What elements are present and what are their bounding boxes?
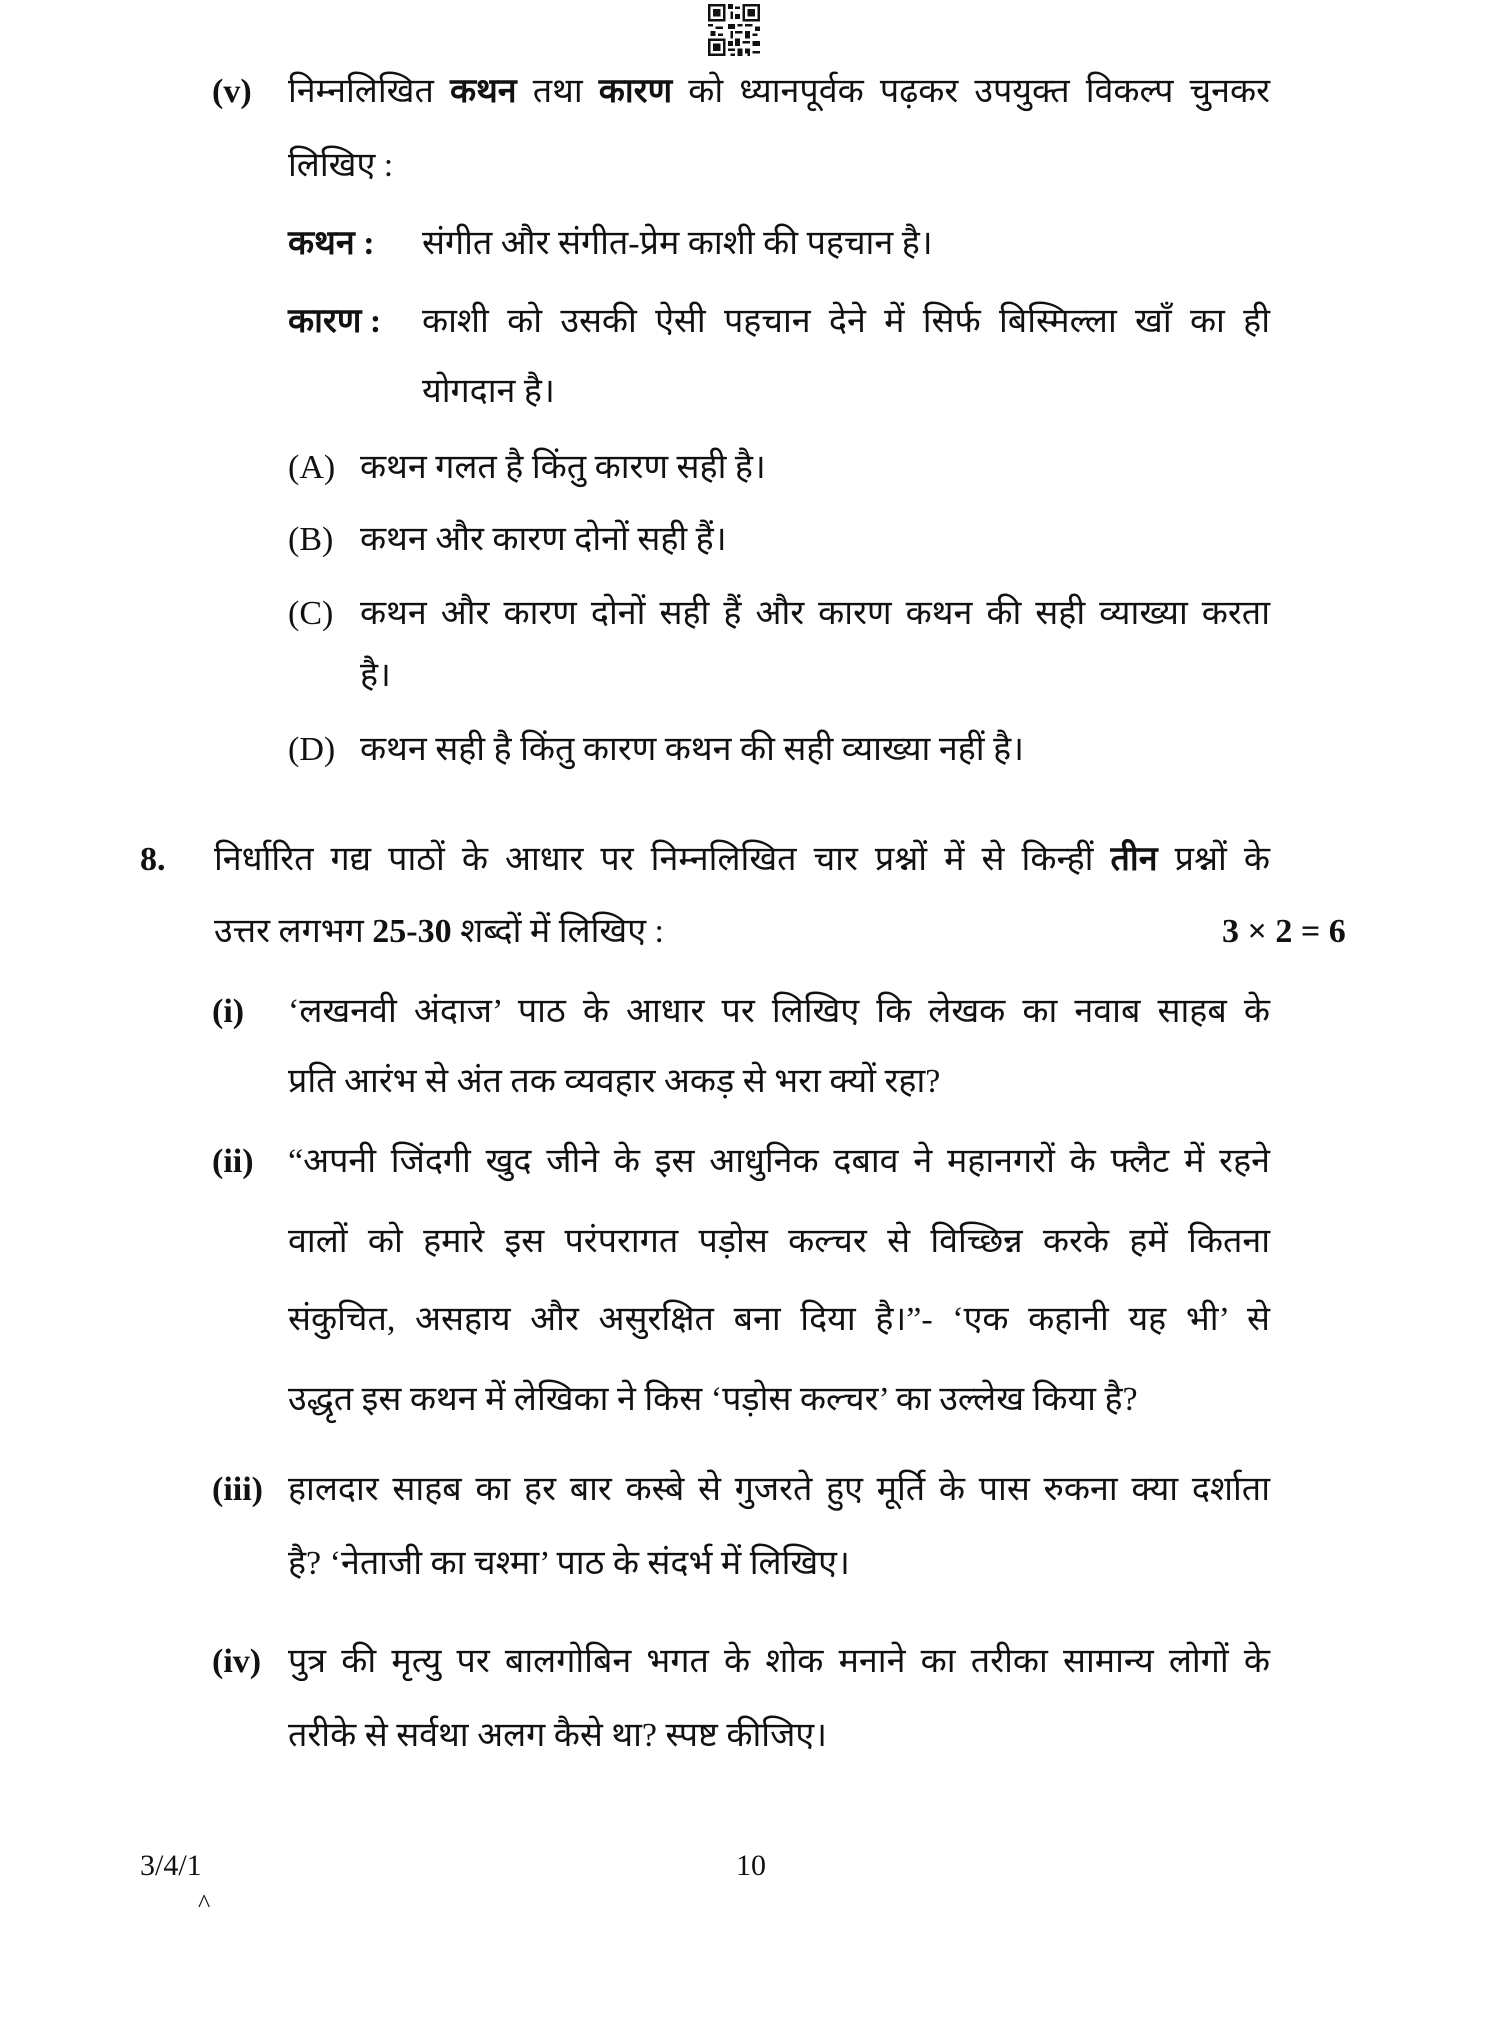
reason-text-line-1: काशी को उसकी ऐसी पहचान देने में सिर्फ बिस्मिल्ला खाँ का ही: [422, 303, 1270, 340]
subquestion-text-line: प्रति आरंभ से अंत तक व्यवहार अकड़ से भरा क्यों रहा?: [288, 1063, 941, 1100]
word-range: 25-30: [372, 913, 452, 950]
assertion-text: संगीत और संगीत-प्रेम काशी की पहचान है।: [422, 225, 933, 262]
subquestion-text-line: है? ‘नेताजी का चश्मा’ पाठ के संदर्भ में लिखिए।: [288, 1545, 850, 1582]
paper-code: 3/4/1: [140, 1849, 202, 1882]
option-text: कथन गलत है किंतु कारण सही है।: [360, 449, 766, 486]
subquestion-text-line: उद्धृत इस कथन में लेखिका ने किस ‘पड़ोस कल्चर’ का उल्लेख किया है?: [288, 1381, 1138, 1418]
subquestion-text-line: हालदार साहब का हर बार कस्बे से गुजरते हुए मूर्ति के पास रुकना क्या दर्शाता: [288, 1471, 1270, 1508]
reason-text-line-2: योगदान है।: [422, 373, 555, 410]
subquestion-label: (i): [212, 993, 245, 1030]
assertion-label: कथन :: [288, 225, 375, 262]
question-8-line-2: उत्तर लगभग 25-30 शब्दों में लिखिए :: [214, 913, 664, 950]
question-number: 8.: [140, 841, 166, 878]
marks-allocation: 3 × 2 = 6: [1222, 913, 1346, 950]
question-8-line-1: निर्धारित गद्य पाठों के आधार पर निम्नलिखित चार प्रश्नों में से किन्हीं तीन प्रश्नों के: [214, 841, 1270, 878]
subquestion-text-line: “अपनी जिंदगी खुद जीने के इस आधुनिक दबाव ने महानगरों के फ्लैट में रहने: [288, 1143, 1270, 1180]
subquestion-number: (v): [212, 73, 252, 110]
subquestion-text-line: पुत्र की मृत्यु पर बालगोबिन भगत के शोक मनाने का तरीका सामान्य लोगों के: [288, 1643, 1270, 1680]
option-label: (A): [288, 449, 336, 486]
option-label: (D): [288, 731, 336, 768]
subquestion-label: (iv): [212, 1643, 262, 1680]
subquestion-label: (iii): [212, 1471, 263, 1508]
subquestion-text-line: तरीके से सर्वथा अलग कैसे था? स्पष्ट कीजिए।: [288, 1717, 828, 1754]
reason-label: कारण :: [288, 303, 382, 340]
instruction-line-2: लिखिए :: [288, 147, 394, 184]
subquestion-text-line: ‘लखनवी अंदाज’ पाठ के आधार पर लिखिए कि लेखक का नवाब साहब के: [288, 993, 1270, 1030]
keyword-three: तीन: [1110, 841, 1158, 878]
instruction-line-1: निम्नलिखित कथन तथा कारण को ध्यानपूर्वक पढ़कर उपयुक्त विकल्प चुनकर: [288, 73, 1270, 110]
option-text: कथन और कारण दोनों सही हैं और कारण कथन की सही व्याख्या करता: [360, 595, 1270, 632]
page-number: 10: [736, 1849, 766, 1882]
option-label: (B): [288, 521, 334, 558]
option-text: कथन और कारण दोनों सही हैं।: [360, 521, 727, 558]
subquestion-text-line: संकुचित, असहाय और असुरक्षित बना दिया है।”- ‘एक कहानी यह भी’ से: [288, 1301, 1270, 1338]
option-label: (C): [288, 595, 334, 632]
qr-code-icon: [708, 4, 760, 56]
keyword-assertion: कथन: [449, 73, 517, 110]
option-text-line-2: है।: [360, 657, 391, 694]
option-text: कथन सही है किंतु कारण कथन की सही व्याख्या नहीं है।: [360, 731, 1025, 768]
subquestion-text-line: वालों को हमारे इस परंपरागत पड़ोस कल्चर से विच्छिन्न करके हमें कितना: [288, 1223, 1270, 1260]
keyword-reason: कारण: [598, 73, 673, 110]
subquestion-label: (ii): [212, 1143, 254, 1180]
caret-mark: ^: [198, 1889, 211, 1918]
